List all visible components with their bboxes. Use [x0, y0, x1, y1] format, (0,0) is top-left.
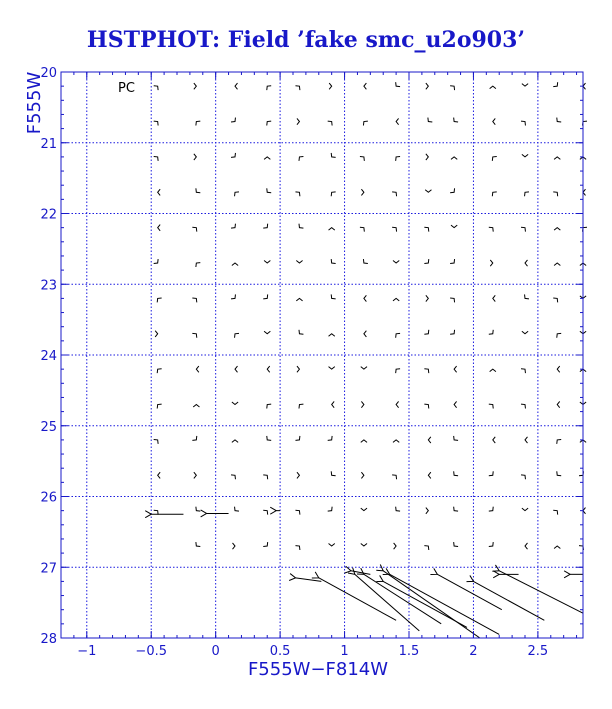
vector-marker	[363, 121, 367, 125]
vector-marker	[267, 188, 271, 192]
vector-marker	[331, 192, 335, 196]
vector-marker	[396, 156, 400, 160]
y-tick-label: 22	[40, 207, 57, 223]
vector-marker	[492, 192, 496, 196]
vector-marker	[331, 153, 335, 157]
vector-marker	[329, 83, 331, 89]
vector-marker	[489, 542, 493, 546]
vector-marker	[235, 333, 239, 337]
vector-marker	[297, 118, 299, 124]
vector-marker	[232, 440, 238, 442]
vector-marker	[493, 295, 495, 301]
vector-marker	[192, 227, 196, 231]
vector-marker	[157, 369, 161, 373]
vector-marker	[525, 260, 527, 266]
vector-marker	[361, 544, 367, 546]
vector-marker	[454, 366, 456, 372]
vector-marker	[553, 82, 557, 86]
vector-marker	[392, 475, 396, 479]
x-tick-label: 2	[469, 644, 478, 659]
vector-marker	[396, 507, 400, 511]
vector-marker	[554, 546, 560, 548]
vector-marker	[231, 153, 235, 157]
vector-marker	[295, 546, 299, 550]
vector-marker	[450, 86, 454, 90]
vector-marker	[263, 294, 267, 298]
vector-marker	[521, 475, 525, 479]
chart-title: HSTPHOT: Field ’fake smc_u2o903’	[86, 27, 526, 53]
vector-arrow	[296, 578, 322, 582]
y-tick-label: 21	[40, 136, 57, 152]
vector-marker	[231, 294, 235, 298]
vector-marker	[332, 401, 334, 407]
vector-marker	[522, 84, 528, 86]
vector-marker	[428, 437, 430, 443]
vector-marker	[525, 294, 529, 298]
vector-marker	[331, 294, 335, 298]
vector-marker	[557, 118, 561, 122]
vector-marker	[450, 298, 454, 302]
vector-marker	[267, 436, 271, 440]
vector-marker	[158, 472, 160, 478]
vector-marker	[329, 367, 335, 369]
vector-marker	[428, 472, 430, 478]
vector-marker	[235, 507, 239, 511]
vector-marker	[193, 405, 199, 407]
vector-marker	[424, 330, 428, 334]
vector-marker	[426, 508, 428, 514]
y-tick-label: 20	[40, 66, 57, 81]
vector-marker	[154, 121, 158, 125]
vector-marker	[450, 259, 454, 263]
vector-marker	[192, 436, 196, 440]
vector-marker	[196, 542, 200, 546]
vector-arrow	[499, 571, 583, 613]
x-tick-label: 0	[211, 644, 220, 659]
vector-marker	[557, 471, 561, 475]
x-tick-label: −0.5	[135, 644, 168, 659]
vector-marker	[396, 118, 398, 124]
vector-marker	[525, 437, 527, 443]
vector-marker	[329, 228, 335, 230]
vector-marker	[360, 156, 364, 160]
vector-marker	[299, 330, 303, 334]
vector-marker	[196, 366, 198, 372]
x-tick-label: 0.5	[269, 644, 291, 659]
vector-marker	[331, 471, 335, 475]
vector-marker	[392, 192, 396, 196]
vector-marker	[297, 472, 299, 478]
vector-marker	[196, 507, 200, 511]
vector-marker	[361, 508, 367, 510]
vector-marker	[490, 86, 496, 88]
vector-marker	[454, 401, 456, 407]
vector-marker	[196, 121, 200, 125]
vector-marker	[396, 369, 400, 373]
vector-marker	[454, 507, 458, 511]
vector-marker	[525, 543, 527, 549]
vector-marker	[157, 298, 161, 302]
vector-marker	[454, 471, 458, 475]
vector-marker	[522, 154, 528, 156]
vector-marker	[235, 366, 237, 372]
vector-marker	[361, 401, 363, 407]
vector-marker	[557, 439, 561, 443]
vector-arrow	[351, 571, 370, 575]
vector-marker	[451, 225, 457, 227]
vector-marker	[489, 471, 493, 475]
vector-marker	[450, 330, 454, 334]
vector-marker	[522, 331, 528, 333]
vector-marker	[264, 261, 270, 263]
vector-marker	[396, 82, 400, 86]
vector-marker	[424, 404, 428, 408]
panel-label: PC	[118, 81, 135, 96]
vector-marker	[235, 83, 237, 89]
vector-marker	[361, 189, 363, 195]
y-tick-label: 27	[40, 561, 57, 577]
vector-marker	[557, 401, 559, 407]
vector-marker	[328, 507, 332, 511]
vector-marker	[424, 227, 428, 231]
y-tick-label: 25	[40, 419, 57, 435]
vector-marker	[554, 157, 560, 159]
vector-marker	[296, 298, 302, 300]
vector-marker	[521, 369, 525, 373]
vector-marker	[454, 542, 458, 546]
vector-marker	[426, 154, 428, 160]
vector-marker	[192, 333, 196, 337]
y-tick-label: 26	[40, 490, 57, 506]
y-tick-labels	[40, 66, 57, 647]
vector-marker	[450, 188, 454, 192]
x-tick-labels	[77, 644, 548, 659]
vector-marker	[490, 369, 496, 371]
vector-marker	[554, 263, 560, 265]
vector-marker	[154, 259, 158, 263]
vector-marker	[264, 157, 270, 159]
vector-marker	[295, 436, 299, 440]
vector-marker	[364, 331, 366, 337]
vector-marker	[425, 190, 431, 192]
vector-marker	[492, 156, 496, 160]
vector-marker	[235, 192, 239, 196]
vector-marker	[263, 475, 267, 479]
vector-marker	[489, 227, 493, 231]
vector-marker	[522, 508, 528, 510]
vector-marker	[192, 298, 196, 302]
vector-marker	[196, 188, 200, 192]
vector-marker	[232, 402, 238, 404]
y-tick-label: 24	[40, 349, 57, 364]
vector-marker	[231, 118, 235, 122]
vector-marker	[295, 510, 299, 514]
vector-marker	[329, 334, 335, 336]
vector-marker	[158, 189, 160, 195]
vector-marker	[489, 330, 493, 334]
vector-marker	[426, 83, 428, 89]
vector-marker	[264, 331, 270, 333]
vector-marker	[553, 192, 557, 196]
vector-marker	[396, 401, 398, 407]
vector-marker	[267, 86, 271, 90]
vector-marker	[490, 260, 492, 266]
vector-marker	[454, 118, 458, 122]
vector-marker	[155, 331, 157, 337]
vector-marker	[296, 261, 302, 263]
vector-marker	[525, 192, 529, 196]
vector-marker	[328, 121, 332, 125]
x-tick-label: 1.5	[398, 644, 420, 659]
y-tick-label: 28	[40, 632, 57, 647]
vector-marker	[426, 295, 428, 301]
vector-marker	[361, 367, 367, 369]
vector-marker	[392, 227, 396, 231]
vector-marker	[233, 543, 235, 549]
vector-marker	[194, 83, 196, 89]
vector-marker	[267, 121, 271, 125]
x-tick-label: −1	[77, 644, 97, 659]
vector-marker	[428, 118, 432, 122]
vector-marker	[154, 439, 158, 443]
x-axis-label: F555W−F814W	[247, 659, 389, 680]
vector-marker	[557, 366, 559, 372]
vector-marker	[393, 440, 399, 442]
vector-marker	[299, 404, 303, 408]
vector-marker	[493, 437, 495, 443]
vector-marker	[393, 261, 399, 263]
vector-arrow	[319, 578, 396, 620]
y-axis-label: F555W	[24, 71, 45, 135]
vector-marker	[295, 192, 299, 196]
vector-marker	[263, 542, 267, 546]
vector-marker	[194, 472, 196, 478]
vector-marker	[393, 298, 399, 300]
vector-marker	[231, 475, 235, 479]
vector-marker	[154, 156, 158, 160]
vector-marker	[521, 227, 525, 231]
vector-marker	[424, 546, 428, 550]
vector-arrow	[390, 574, 500, 634]
vector-marker	[263, 224, 267, 228]
vector-marker	[196, 263, 200, 267]
vector-marker	[364, 295, 366, 301]
vector-marker	[553, 510, 557, 514]
vector-marker	[454, 436, 458, 440]
vector-marker	[396, 333, 400, 337]
vector-marker	[364, 83, 366, 89]
grid-lines	[61, 72, 583, 638]
vector-marker	[521, 404, 525, 408]
vector-marker	[451, 157, 457, 159]
vector-marker	[493, 118, 495, 124]
vector-marker	[361, 472, 363, 478]
x-tick-label: 1	[340, 644, 349, 659]
vector-marker	[424, 369, 428, 373]
vector-arrow	[383, 571, 480, 638]
x-tick-label: 2.5	[527, 644, 549, 659]
vector-marker	[557, 333, 561, 337]
vector-marker	[361, 440, 367, 442]
vector-marker	[154, 86, 158, 90]
vector-marker	[328, 436, 332, 440]
vector-marker	[394, 543, 396, 549]
vector-marker	[295, 86, 299, 90]
vector-marker	[329, 544, 335, 546]
vector-marker	[553, 298, 557, 302]
vector-marker	[299, 224, 303, 228]
vector-marker	[331, 259, 335, 263]
vector-marker	[267, 404, 271, 408]
vector-marker	[489, 404, 493, 408]
vector-marker	[232, 263, 238, 265]
vector-field	[151, 82, 587, 638]
vector-marker	[158, 225, 160, 231]
vector-marker	[194, 154, 196, 160]
vector-marker	[489, 507, 493, 511]
vector-marker	[157, 404, 161, 408]
y-tick-label: 23	[40, 278, 57, 294]
vector-marker	[360, 227, 364, 231]
vector-marker	[297, 366, 299, 372]
vector-marker	[231, 224, 235, 228]
vector-marker	[554, 228, 560, 230]
vector-marker	[363, 259, 367, 263]
vector-marker	[424, 259, 428, 263]
vector-marker	[521, 121, 525, 125]
vector-marker	[299, 156, 303, 160]
vector-marker	[267, 366, 269, 372]
vector-arrow	[473, 581, 544, 620]
vector-marker	[263, 510, 267, 514]
